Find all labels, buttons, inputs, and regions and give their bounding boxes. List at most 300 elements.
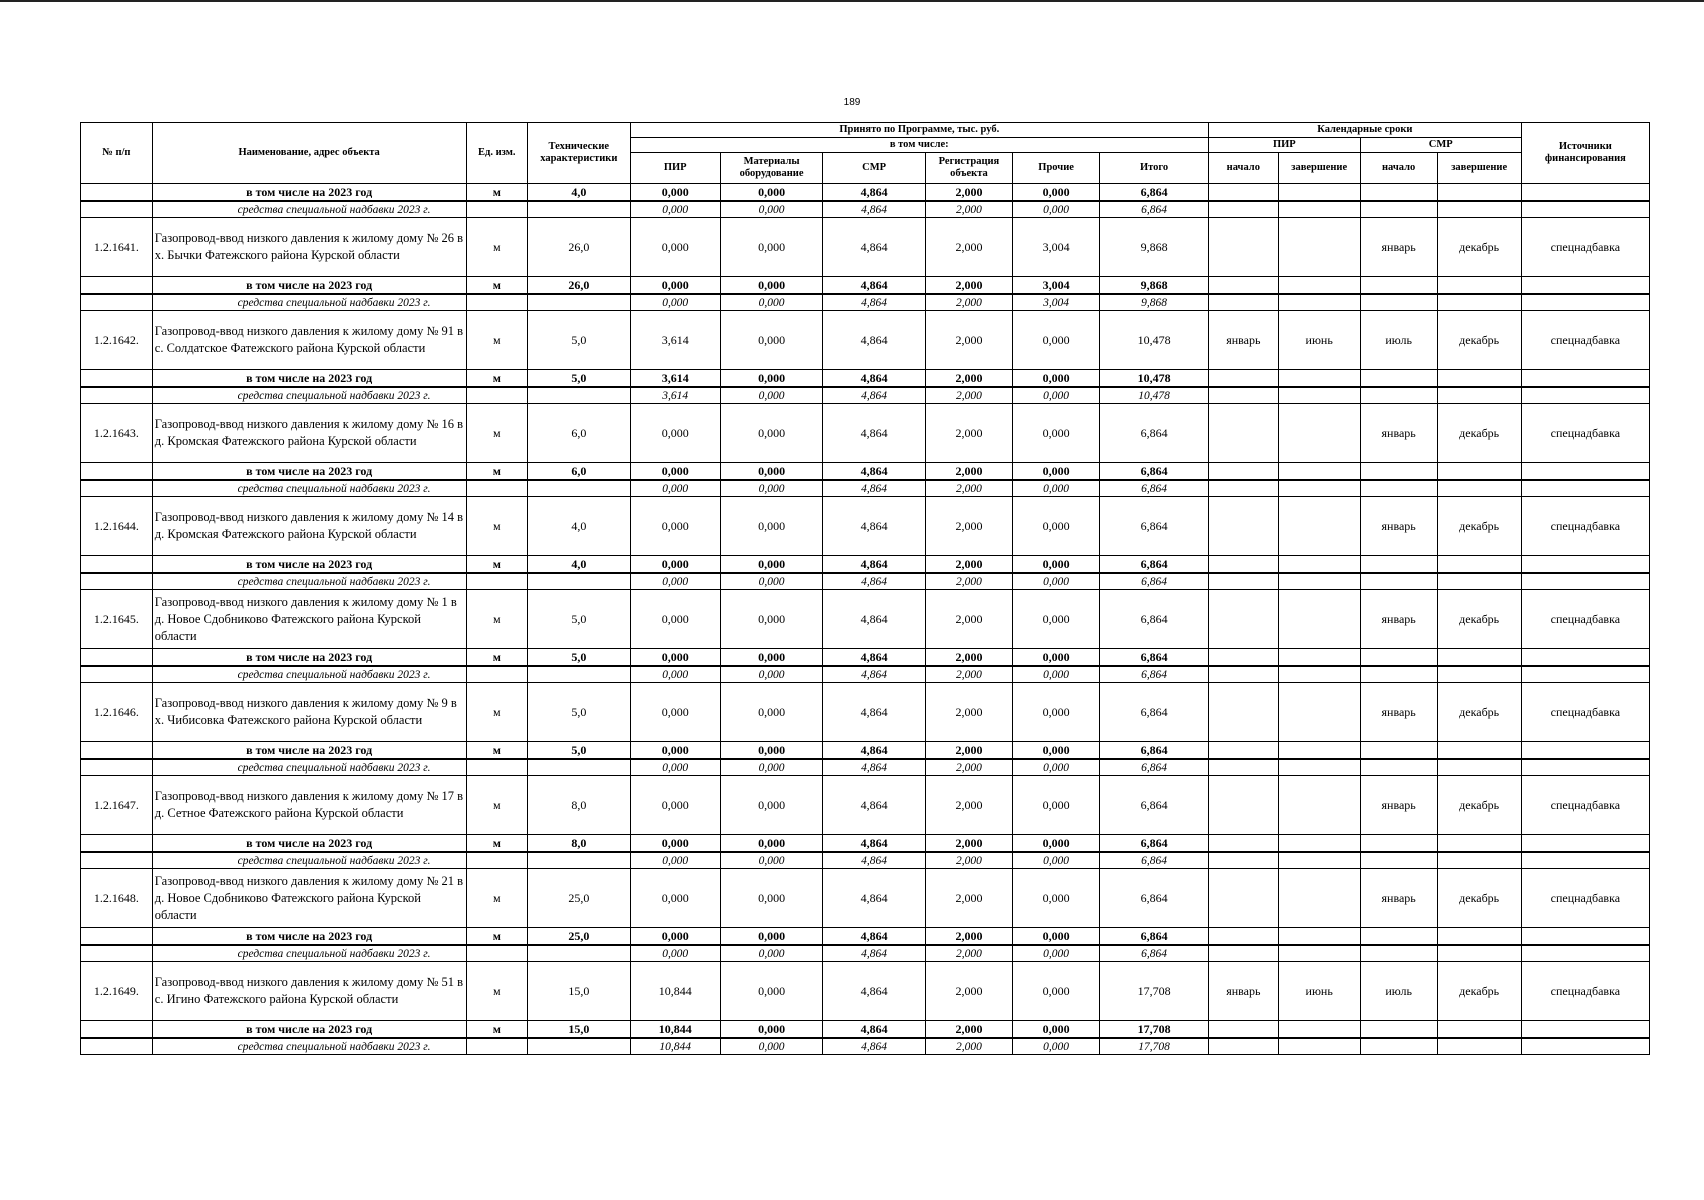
- cell-other: 3,004: [1013, 294, 1100, 311]
- cell-other: 0,000: [1013, 649, 1100, 667]
- cell-other: 0,000: [1013, 1021, 1100, 1039]
- cell-other: 0,000: [1013, 1038, 1100, 1055]
- cell-smr: 4,864: [823, 835, 926, 853]
- cell-total: 6,864: [1100, 497, 1209, 556]
- cell-unit: м: [466, 590, 528, 649]
- cell-materials: 0,000: [720, 294, 823, 311]
- cell-materials: 0,000: [720, 590, 823, 649]
- cell-tech: 5,0: [528, 370, 631, 388]
- year-label: в том числе на 2023 год: [152, 463, 466, 481]
- cell-tech: 15,0: [528, 1021, 631, 1039]
- item-name: Газопровод-ввод низкого давления к жилому дому № 14 в д. Кромская Фатежского района Курской области: [152, 497, 466, 556]
- header-pir-start: начало: [1208, 153, 1278, 184]
- cell-pir: 0,000: [630, 852, 720, 869]
- header-cal-smr: СМР: [1360, 138, 1521, 153]
- table-body: [81, 184, 1650, 1055]
- header-total: Итого: [1100, 153, 1209, 184]
- cell-unit: м: [466, 649, 528, 667]
- cell-pir: 0,000: [630, 184, 720, 202]
- cell-source: спецнадбавка: [1521, 962, 1649, 1021]
- item-row: [81, 683, 1650, 742]
- cell-materials: 0,000: [720, 1021, 823, 1039]
- item-row: [81, 962, 1650, 1021]
- cell-pir: 10,844: [630, 1021, 720, 1039]
- header-pir-end: завершение: [1278, 153, 1360, 184]
- year-row: [81, 370, 1650, 388]
- cell-smr-start: январь: [1360, 404, 1437, 463]
- cell-total: 6,864: [1100, 649, 1209, 667]
- item-number: 1.2.1649.: [81, 962, 153, 1021]
- cell-tech: 26,0: [528, 277, 631, 295]
- cell-other: 0,000: [1013, 311, 1100, 370]
- cell-pir: 0,000: [630, 776, 720, 835]
- cell-total: 6,864: [1100, 556, 1209, 574]
- year-label: в том числе на 2023 год: [152, 742, 466, 760]
- cell-registration: 2,000: [925, 666, 1012, 683]
- cell-pir-end: [1278, 683, 1360, 742]
- year-label: в том числе на 2023 год: [152, 1021, 466, 1039]
- header-num: № п/п: [81, 123, 153, 184]
- cell-other: 0,000: [1013, 928, 1100, 946]
- cell-smr-start: январь: [1360, 590, 1437, 649]
- year-label: в том числе на 2023 год: [152, 835, 466, 853]
- cell-other: 0,000: [1013, 573, 1100, 590]
- cell-tech: 5,0: [528, 590, 631, 649]
- cell-other: 0,000: [1013, 666, 1100, 683]
- cell-pir: 0,000: [630, 759, 720, 776]
- cell-other: 0,000: [1013, 869, 1100, 928]
- cell-other: 0,000: [1013, 776, 1100, 835]
- fund-label: средства специальной надбавки 2023 г.: [152, 852, 466, 869]
- cell-total: 6,864: [1100, 835, 1209, 853]
- cell-source: спецнадбавка: [1521, 311, 1649, 370]
- top-fund-row: [81, 201, 1650, 218]
- cell-smr: 4,864: [823, 590, 926, 649]
- cell-smr: 4,864: [823, 1021, 926, 1039]
- item-number: 1.2.1648.: [81, 869, 153, 928]
- cell-smr: 4,864: [823, 370, 926, 388]
- cell-total: 9,868: [1100, 218, 1209, 277]
- cell-total: 6,864: [1100, 463, 1209, 481]
- cell-tech: 25,0: [528, 869, 631, 928]
- cell-registration: 2,000: [925, 649, 1012, 667]
- cell-smr: 4,864: [823, 463, 926, 481]
- cell-pir: 0,000: [630, 928, 720, 946]
- cell-registration: 2,000: [925, 742, 1012, 760]
- year-row: [81, 463, 1650, 481]
- year-label: в том числе на 2023 год: [152, 556, 466, 574]
- cell-smr-start: июль: [1360, 962, 1437, 1021]
- cell-tech: 5,0: [528, 742, 631, 760]
- cell-unit: м: [466, 184, 528, 202]
- cell-smr: 4,864: [823, 480, 926, 497]
- year-row: [81, 928, 1650, 946]
- cell-tech: 5,0: [528, 649, 631, 667]
- fund-row: [81, 1038, 1650, 1055]
- cell-source: спецнадбавка: [1521, 218, 1649, 277]
- item-number: 1.2.1642.: [81, 311, 153, 370]
- cell-other: 0,000: [1013, 590, 1100, 649]
- cell-smr: 4,864: [823, 1038, 926, 1055]
- fund-row: [81, 480, 1650, 497]
- cell-total: 9,868: [1100, 294, 1209, 311]
- cell-tech: 8,0: [528, 835, 631, 853]
- cell-smr: 4,864: [823, 649, 926, 667]
- cell-total: 6,864: [1100, 945, 1209, 962]
- cell-smr-end: декабрь: [1437, 497, 1521, 556]
- cell-smr: 4,864: [823, 294, 926, 311]
- cell-materials: 0,000: [720, 201, 823, 218]
- cell-unit: м: [466, 683, 528, 742]
- cell-materials: 0,000: [720, 573, 823, 590]
- cell-materials: 0,000: [720, 463, 823, 481]
- cell-other: 0,000: [1013, 387, 1100, 404]
- cell-registration: 2,000: [925, 497, 1012, 556]
- page-number: 189: [843, 97, 861, 108]
- cell-other: 0,000: [1013, 835, 1100, 853]
- cell-pir: 0,000: [630, 556, 720, 574]
- cell-registration: 2,000: [925, 835, 1012, 853]
- year-row: [81, 277, 1650, 295]
- cell-registration: 2,000: [925, 311, 1012, 370]
- cell-smr-start: январь: [1360, 869, 1437, 928]
- cell-registration: 2,000: [925, 184, 1012, 202]
- cell-materials: 0,000: [720, 776, 823, 835]
- cell-registration: 2,000: [925, 928, 1012, 946]
- cell-registration: 2,000: [925, 945, 1012, 962]
- header-smr-end: завершение: [1437, 153, 1521, 184]
- cell-smr: 4,864: [823, 962, 926, 1021]
- cell-pir: 0,000: [630, 649, 720, 667]
- item-row: [81, 218, 1650, 277]
- cell-pir: 0,000: [630, 201, 720, 218]
- item-row: [81, 497, 1650, 556]
- cell-tech: 8,0: [528, 776, 631, 835]
- cell-registration: 2,000: [925, 218, 1012, 277]
- header-materials: Материалы оборудование: [720, 153, 823, 184]
- cell-registration: 2,000: [925, 463, 1012, 481]
- cell-smr: 4,864: [823, 387, 926, 404]
- header-sources: Источники финансирования: [1521, 123, 1649, 184]
- cell-materials: 0,000: [720, 852, 823, 869]
- cell-pir: 10,844: [630, 1038, 720, 1055]
- cell-total: 10,478: [1100, 370, 1209, 388]
- fund-label: средства специальной надбавки 2023 г.: [152, 945, 466, 962]
- cell-pir-end: июнь: [1278, 962, 1360, 1021]
- cell-total: 10,478: [1100, 311, 1209, 370]
- fund-label: средства специальной надбавки 2023 г.: [152, 294, 466, 311]
- cell-smr: 4,864: [823, 404, 926, 463]
- cell-other: 0,000: [1013, 201, 1100, 218]
- cell-total: 6,864: [1100, 852, 1209, 869]
- cell-registration: 2,000: [925, 294, 1012, 311]
- header-including: в том числе:: [630, 138, 1208, 153]
- cell-pir-end: [1278, 218, 1360, 277]
- cell-pir: 0,000: [630, 869, 720, 928]
- cell-other: 0,000: [1013, 742, 1100, 760]
- cell-smr: 4,864: [823, 666, 926, 683]
- cell-smr: 4,864: [823, 869, 926, 928]
- fund-row: [81, 387, 1650, 404]
- cell-smr-end: декабрь: [1437, 404, 1521, 463]
- cell-unit: м: [466, 776, 528, 835]
- year-row: [81, 835, 1650, 853]
- cell-pir-end: [1278, 776, 1360, 835]
- cell-total: 6,864: [1100, 759, 1209, 776]
- cell-pir: 0,000: [630, 590, 720, 649]
- cell-registration: 2,000: [925, 387, 1012, 404]
- cell-registration: 2,000: [925, 1038, 1012, 1055]
- cell-tech: 15,0: [528, 962, 631, 1021]
- cell-materials: 0,000: [720, 742, 823, 760]
- item-number: 1.2.1643.: [81, 404, 153, 463]
- header-smr-start: начало: [1360, 153, 1437, 184]
- year-row: [81, 742, 1650, 760]
- cell-pir-end: [1278, 497, 1360, 556]
- cell-smr-start: январь: [1360, 497, 1437, 556]
- header-tech: Технические характеристики: [528, 123, 631, 184]
- cell-pir: 0,000: [630, 573, 720, 590]
- cell-unit: м: [466, 311, 528, 370]
- cell-total: 6,864: [1100, 404, 1209, 463]
- cell-smr-end: декабрь: [1437, 869, 1521, 928]
- cell-registration: 2,000: [925, 759, 1012, 776]
- header-registration: Регистрация объекта: [925, 153, 1012, 184]
- cell-source: спецнадбавка: [1521, 776, 1649, 835]
- year-row: [81, 649, 1650, 667]
- cell-pir-start: [1208, 218, 1278, 277]
- cell-pir-start: [1208, 497, 1278, 556]
- cell-smr-start: январь: [1360, 683, 1437, 742]
- year-row: [81, 1021, 1650, 1039]
- cell-materials: 0,000: [720, 311, 823, 370]
- year-label: в том числе на 2023 год: [152, 277, 466, 295]
- cell-smr: 4,864: [823, 311, 926, 370]
- cell-materials: 0,000: [720, 370, 823, 388]
- cell-tech: 5,0: [528, 683, 631, 742]
- cell-pir: 0,000: [630, 218, 720, 277]
- cell-unit: м: [466, 869, 528, 928]
- cell-pir-start: [1208, 590, 1278, 649]
- cell-total: 6,864: [1100, 573, 1209, 590]
- cell-registration: 2,000: [925, 370, 1012, 388]
- cell-registration: 2,000: [925, 480, 1012, 497]
- cell-unit: м: [466, 962, 528, 1021]
- cell-pir: 0,000: [630, 463, 720, 481]
- cell-pir: 0,000: [630, 277, 720, 295]
- fund-row: [81, 294, 1650, 311]
- cell-materials: 0,000: [720, 387, 823, 404]
- fund-row: [81, 945, 1650, 962]
- cell-registration: 2,000: [925, 590, 1012, 649]
- fund-label: средства специальной надбавки 2023 г.: [152, 480, 466, 497]
- item-row: [81, 404, 1650, 463]
- cell-total: 17,708: [1100, 1021, 1209, 1039]
- cell-total: 6,864: [1100, 928, 1209, 946]
- year-label: в том числе на 2023 год: [152, 184, 466, 202]
- scan-edge-line: [0, 0, 1704, 2]
- cell-registration: 2,000: [925, 201, 1012, 218]
- header-smr: СМР: [823, 153, 926, 184]
- cell-smr-start: январь: [1360, 776, 1437, 835]
- cell-registration: 2,000: [925, 683, 1012, 742]
- cell-unit: м: [466, 463, 528, 481]
- cell-source: спецнадбавка: [1521, 590, 1649, 649]
- cell-pir-start: [1208, 776, 1278, 835]
- cell-unit: м: [466, 404, 528, 463]
- item-name: Газопровод-ввод низкого давления к жилому дому № 1 в д. Новое Сдобниково Фатежского района Курской области: [152, 590, 466, 649]
- cell-smr-end: декабрь: [1437, 776, 1521, 835]
- cell-unit: м: [466, 497, 528, 556]
- cell-unit: м: [466, 1021, 528, 1039]
- cell-other: 0,000: [1013, 556, 1100, 574]
- header-unit: Ед. изм.: [466, 123, 528, 184]
- cell-pir-end: [1278, 869, 1360, 928]
- cell-other: 0,000: [1013, 480, 1100, 497]
- cell-other: 0,000: [1013, 852, 1100, 869]
- cell-total: 6,864: [1100, 480, 1209, 497]
- cell-materials: 0,000: [720, 683, 823, 742]
- fund-row: [81, 759, 1650, 776]
- cell-tech: 6,0: [528, 463, 631, 481]
- item-name: Газопровод-ввод низкого давления к жилому дому № 26 в х. Бычки Фатежского района Курской области: [152, 218, 466, 277]
- cell-unit: м: [466, 370, 528, 388]
- cell-pir: 0,000: [630, 666, 720, 683]
- cell-pir-start: [1208, 683, 1278, 742]
- fund-label: средства специальной надбавки 2023 г.: [152, 759, 466, 776]
- cell-pir: 0,000: [630, 683, 720, 742]
- cell-other: 0,000: [1013, 463, 1100, 481]
- cell-other: 0,000: [1013, 184, 1100, 202]
- cell-other: 0,000: [1013, 945, 1100, 962]
- cell-unit: м: [466, 277, 528, 295]
- cell-total: 6,864: [1100, 590, 1209, 649]
- cell-registration: 2,000: [925, 556, 1012, 574]
- year-label: в том числе на 2023 год: [152, 928, 466, 946]
- item-name: Газопровод-ввод низкого давления к жилому дому № 9 в х. Чибисовка Фатежского района Курской области: [152, 683, 466, 742]
- cell-smr: 4,864: [823, 184, 926, 202]
- cell-pir: 0,000: [630, 497, 720, 556]
- cell-other: 0,000: [1013, 404, 1100, 463]
- cell-smr: 4,864: [823, 497, 926, 556]
- cell-other: 0,000: [1013, 497, 1100, 556]
- cell-pir: 0,000: [630, 835, 720, 853]
- cell-unit: м: [466, 742, 528, 760]
- cell-unit: м: [466, 218, 528, 277]
- cell-registration: 2,000: [925, 852, 1012, 869]
- cell-smr: 4,864: [823, 683, 926, 742]
- cell-other: 0,000: [1013, 759, 1100, 776]
- item-name: Газопровод-ввод низкого давления к жилому дому № 21 в д. Новое Сдобниково Фатежского района Курской области: [152, 869, 466, 928]
- cell-materials: 0,000: [720, 480, 823, 497]
- cell-materials: 0,000: [720, 218, 823, 277]
- cell-source: спецнадбавка: [1521, 497, 1649, 556]
- cell-materials: 0,000: [720, 666, 823, 683]
- cell-materials: 0,000: [720, 869, 823, 928]
- cell-total: 17,708: [1100, 962, 1209, 1021]
- cell-smr-end: декабрь: [1437, 962, 1521, 1021]
- cell-registration: 2,000: [925, 962, 1012, 1021]
- fund-label: средства специальной надбавки 2023 г.: [152, 201, 466, 218]
- cell-smr-start: июль: [1360, 311, 1437, 370]
- cell-smr: 4,864: [823, 759, 926, 776]
- cell-tech: 4,0: [528, 184, 631, 202]
- cell-tech: 25,0: [528, 928, 631, 946]
- table-header: [81, 123, 1650, 184]
- cell-pir-end: июнь: [1278, 311, 1360, 370]
- header-accepted: Принято по Программе, тыс. руб.: [630, 123, 1208, 138]
- fund-row: [81, 852, 1650, 869]
- cell-tech: 4,0: [528, 556, 631, 574]
- cell-other: 0,000: [1013, 370, 1100, 388]
- cell-other: 3,004: [1013, 218, 1100, 277]
- item-name: Газопровод-ввод низкого давления к жилому дому № 51 в с. Игино Фатежского района Курской области: [152, 962, 466, 1021]
- cell-smr: 4,864: [823, 556, 926, 574]
- cell-registration: 2,000: [925, 1021, 1012, 1039]
- cell-smr: 4,864: [823, 928, 926, 946]
- cell-total: 9,868: [1100, 277, 1209, 295]
- cell-total: 17,708: [1100, 1038, 1209, 1055]
- cell-total: 6,864: [1100, 869, 1209, 928]
- cell-tech: 6,0: [528, 404, 631, 463]
- cell-unit: м: [466, 556, 528, 574]
- cell-source: спецнадбавка: [1521, 404, 1649, 463]
- cell-tech: 5,0: [528, 311, 631, 370]
- cell-pir: 3,614: [630, 387, 720, 404]
- fund-label: средства специальной надбавки 2023 г.: [152, 1038, 466, 1055]
- cell-tech: 4,0: [528, 497, 631, 556]
- item-name: Газопровод-ввод низкого давления к жилому дому № 91 в с. Солдатское Фатежского района Курской области: [152, 311, 466, 370]
- cell-smr: 4,864: [823, 852, 926, 869]
- fund-label: средства специальной надбавки 2023 г.: [152, 666, 466, 683]
- cell-materials: 0,000: [720, 556, 823, 574]
- cell-smr: 4,864: [823, 945, 926, 962]
- top-year-row: [81, 184, 1650, 202]
- cell-total: 6,864: [1100, 683, 1209, 742]
- header-name: Наименование, адрес объекта: [152, 123, 466, 184]
- cell-pir: 3,614: [630, 370, 720, 388]
- cell-registration: 2,000: [925, 776, 1012, 835]
- cell-pir: 3,614: [630, 311, 720, 370]
- cell-smr-end: декабрь: [1437, 311, 1521, 370]
- cell-smr: 4,864: [823, 573, 926, 590]
- item-number: 1.2.1646.: [81, 683, 153, 742]
- item-name: Газопровод-ввод низкого давления к жилому дому № 16 в д. Кромская Фатежского района Курской области: [152, 404, 466, 463]
- cell-unit: м: [466, 835, 528, 853]
- cell-pir-end: [1278, 404, 1360, 463]
- cell-smr: 4,864: [823, 776, 926, 835]
- cell-registration: 2,000: [925, 869, 1012, 928]
- cell-registration: 2,000: [925, 277, 1012, 295]
- cell-source: спецнадбавка: [1521, 869, 1649, 928]
- cell-smr-start: январь: [1360, 218, 1437, 277]
- cell-smr-end: декабрь: [1437, 218, 1521, 277]
- cell-smr: 4,864: [823, 277, 926, 295]
- cell-pir-start: [1208, 869, 1278, 928]
- cell-pir: 0,000: [630, 945, 720, 962]
- item-number: 1.2.1647.: [81, 776, 153, 835]
- cell-total: 6,864: [1100, 742, 1209, 760]
- item-row: [81, 869, 1650, 928]
- cell-pir-start: [1208, 404, 1278, 463]
- cell-other: 0,000: [1013, 683, 1100, 742]
- fund-row: [81, 666, 1650, 683]
- cell-other: 0,000: [1013, 962, 1100, 1021]
- cell-total: 6,864: [1100, 666, 1209, 683]
- item-number: 1.2.1644.: [81, 497, 153, 556]
- cell-total: 10,478: [1100, 387, 1209, 404]
- cell-pir-start: январь: [1208, 311, 1278, 370]
